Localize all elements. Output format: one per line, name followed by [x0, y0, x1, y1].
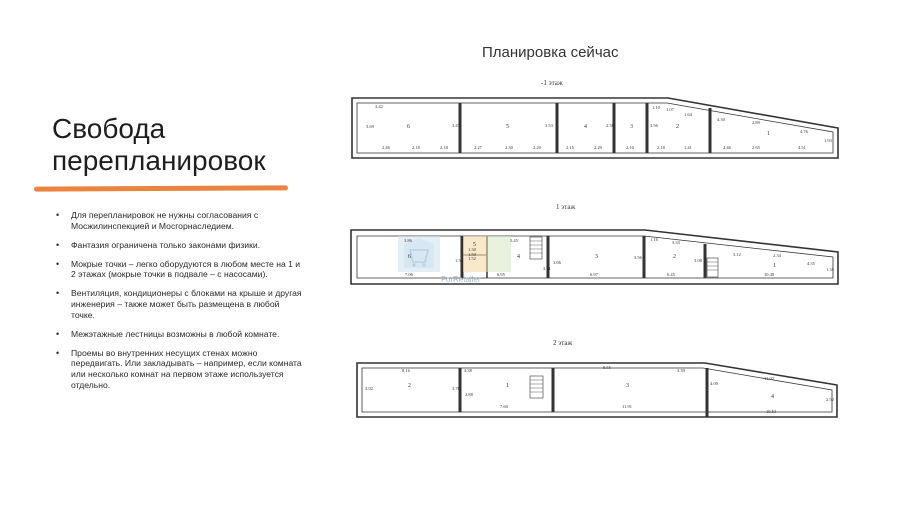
svg-text:1.53: 1.53 [455, 258, 463, 263]
svg-text:3.86: 3.86 [404, 238, 412, 243]
bullet-item: • Проемы во внутренних несущих стенах можно передвигать. Или закладывать – например, если комната или несколько комнат на первом этаже используется отдельно. [56, 348, 302, 390]
room-label: 4 [517, 254, 520, 260]
svg-text:2.29: 2.29 [594, 145, 602, 150]
bullet-item: • Вентиляция, кондиционеры с блоками на крыше и другая инженерия – также может быть размещена в любой точке. [56, 288, 302, 320]
svg-text:2.27: 2.27 [474, 145, 482, 150]
svg-text:3.42: 3.42 [375, 104, 383, 109]
svg-text:6.95: 6.95 [497, 272, 505, 277]
slide-title-line2: перепланировок [52, 145, 266, 176]
svg-text:11.02: 11.02 [764, 376, 774, 381]
svg-text:10.49: 10.49 [764, 272, 775, 277]
svg-text:4.51: 4.51 [798, 145, 806, 150]
room-label: 2 [676, 124, 679, 130]
svg-text:3.69: 3.69 [366, 124, 374, 129]
svg-text:2.34: 2.34 [773, 253, 781, 258]
svg-text:3.33: 3.33 [672, 240, 680, 245]
svg-text:1.93: 1.93 [824, 138, 832, 143]
svg-text:1.10: 1.10 [652, 105, 660, 110]
svg-text:10.53: 10.53 [766, 409, 777, 414]
room-label: 5 [506, 124, 509, 130]
svg-text:4.38: 4.38 [464, 368, 472, 373]
bullet-item: • Мокрые точки – легко оборудуются в любом месте на 1 и 2 этажах (мокрые точки в подвале – с насосами). [56, 259, 302, 280]
svg-text:1.41: 1.41 [684, 145, 692, 150]
room-label: 2 [673, 254, 676, 260]
room-label: 6 [407, 124, 410, 130]
svg-text:1.64: 1.64 [684, 112, 692, 117]
svg-text:5.45: 5.45 [510, 238, 518, 243]
svg-text:3.53: 3.53 [545, 123, 553, 128]
svg-text:3.66: 3.66 [553, 260, 561, 265]
svg-text:2.30: 2.30 [505, 145, 513, 150]
room-label: 5 [473, 242, 476, 248]
svg-text:11.91: 11.91 [622, 404, 632, 409]
plan-basement-dims [366, 104, 833, 150]
room-label: 2 [408, 383, 411, 389]
svg-text:2.18: 2.18 [657, 145, 665, 150]
svg-text:1.16: 1.16 [650, 237, 658, 242]
svg-text:4.30: 4.30 [717, 117, 725, 122]
svg-text:4.76: 4.76 [800, 129, 808, 134]
svg-text:3.56: 3.56 [634, 255, 642, 260]
svg-text:1.07: 1.07 [666, 107, 674, 112]
svg-text:3.12: 3.12 [733, 252, 741, 257]
svg-text:2.10: 2.10 [626, 145, 634, 150]
svg-text:7.60: 7.60 [500, 404, 508, 409]
svg-text:2.46: 2.46 [382, 145, 390, 150]
svg-text:8.55: 8.55 [603, 365, 611, 370]
room-label: 3 [595, 254, 598, 260]
plan-second [357, 363, 837, 417]
room-label: 1 [506, 383, 509, 389]
svg-text:2.18: 2.18 [412, 145, 420, 150]
floor-label-basement: -1 этаж [541, 79, 563, 87]
floor-label-second: 2 этаж [553, 339, 573, 347]
svg-text:6.45: 6.45 [667, 272, 675, 277]
svg-text:8.16: 8.16 [402, 368, 410, 373]
svg-text:3.39: 3.39 [677, 368, 685, 373]
svg-text:3.47: 3.47 [452, 123, 460, 128]
plan-second-rooms [408, 383, 774, 400]
svg-text:2.89: 2.89 [752, 120, 760, 125]
svg-text:2.65: 2.65 [752, 145, 760, 150]
room-label: 4 [584, 124, 587, 130]
svg-text:1.30: 1.30 [468, 247, 476, 252]
svg-text:3.01: 3.01 [543, 266, 551, 271]
svg-text:2.20: 2.20 [533, 145, 541, 150]
bullet-item: • Фантазия ограничена только законами физики. [56, 240, 302, 251]
svg-text:1.35: 1.35 [826, 267, 834, 272]
svg-text:2.88: 2.88 [465, 392, 473, 397]
room-label: 4 [771, 394, 774, 400]
svg-text:3.92: 3.92 [365, 386, 373, 391]
svg-text:1.52: 1.52 [468, 256, 476, 261]
room-label: 1 [767, 131, 770, 137]
svg-text:6.97: 6.97 [590, 272, 598, 277]
watermark-text: ForRetailer [441, 275, 481, 284]
room-label: 3 [630, 124, 633, 130]
slide-title-line1: Свобода [52, 113, 166, 144]
svg-text:2.58: 2.58 [606, 123, 614, 128]
svg-text:4.35: 4.35 [807, 261, 815, 266]
svg-text:3.56: 3.56 [650, 123, 658, 128]
watermark-logo [398, 236, 511, 272]
svg-text:1.50: 1.50 [468, 252, 476, 257]
bullet-item: • Межэтажные лестницы возможны в любой комнате. [56, 329, 302, 340]
room-label: 3 [626, 383, 629, 389]
svg-text:2.18: 2.18 [440, 145, 448, 150]
svg-text:4.00: 4.00 [710, 381, 718, 386]
floor-label-first: 1 этаж [556, 203, 576, 211]
svg-text:3.76: 3.76 [452, 386, 460, 391]
svg-text:7.06: 7.06 [405, 272, 413, 277]
svg-text:2.15: 2.15 [566, 145, 574, 150]
svg-text:3.08: 3.08 [694, 258, 702, 263]
room-label: 1 [773, 263, 776, 269]
bullet-item: • Для перепланировок не нужны согласования с Мосжилинспекцией и Мосгорнаследием. [56, 210, 302, 231]
svg-text:2.46: 2.46 [723, 145, 731, 150]
room-label: 6 [408, 254, 411, 260]
svg-text:2.52: 2.52 [826, 397, 834, 402]
